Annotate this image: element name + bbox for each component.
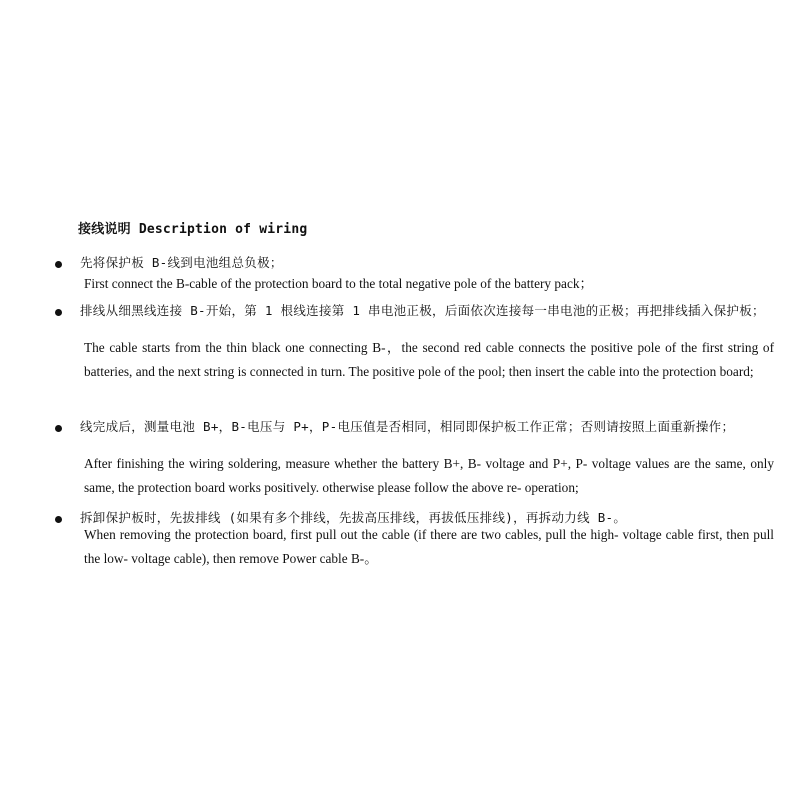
bullet-icon bbox=[55, 309, 62, 316]
bullet-icon bbox=[55, 425, 62, 432]
bullet-icon bbox=[55, 261, 62, 268]
chinese-instruction: 排线从细黑线连接 B-开始，第 1 根线连接第 1 串电池正极，后面依次连接每一串电池的正极；再把排线插入保护板； bbox=[80, 303, 765, 318]
english-instruction: When removing the protection board, first pull out the cable (if there are two cables, pull the high- voltage cable first, then pull the low- voltage cable), then remove Power cable B-。 bbox=[84, 527, 774, 566]
chinese-instruction: 拆卸保护板时，先拔排线 (如果有多个排线，先拔高压排线，再拔低压排线)，再拆动力线 B-。 bbox=[80, 510, 627, 525]
chinese-instruction: 线完成后，测量电池 B+，B-电压与 P+，P-电压值是否相同，相同即保护板工作正常；否则请按照上面重新操作； bbox=[80, 419, 735, 434]
english-instruction: After finishing the wiring soldering, measure whether the battery B+, B- voltage and P+, P- voltage values are the same, only same, the protection board works positively. otherwise please follow the above re- operation; bbox=[84, 456, 774, 495]
chinese-instruction: 先将保护板 B-线到电池组总负极； bbox=[80, 255, 283, 270]
english-instruction: First connect the B-cable of the protection board to the total negative pole of the battery pack； bbox=[84, 276, 593, 291]
bullet-icon bbox=[55, 516, 62, 523]
english-instruction: The cable starts from the thin black one connecting B-，the second red cable connects the positive pole of the first string of batteries, and the next string is connected in turn. The positive pole of the pool; then insert the cable into the protection board; bbox=[84, 340, 774, 379]
section-heading: 接线说明 Description of wiring bbox=[78, 222, 308, 237]
